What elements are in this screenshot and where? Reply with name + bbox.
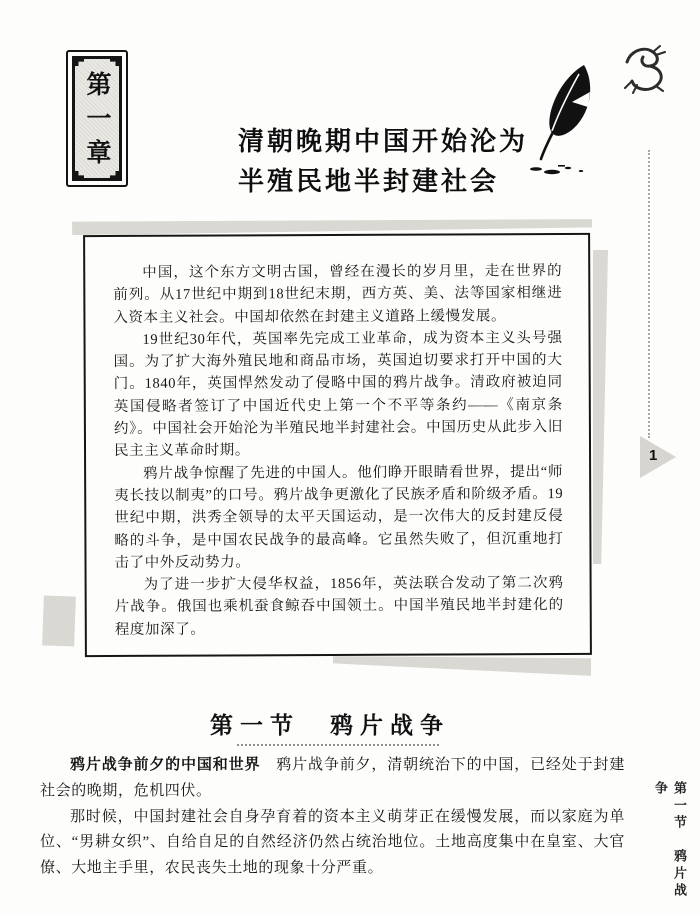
chapter-title-line1: 清朝晚期中国开始沦为 <box>238 126 529 156</box>
intro-paragraph: 19世纪30年代，英国率先完成工业革命，成为资本主义头号强国。为了扩大海外殖民地和商品市场，英国迫切要求打开中国的大门。1840年，英国悍然发动了侵略中国的鸦片战争。清政府被迫同英国侵略者签订了中国近代史上第一个不平等条约——《南京条约》。中国社会开始沦为半殖民地半封建社会。中国历史从此步入旧民主主义革命时期。 <box>113 329 563 460</box>
intro-paragraph: 为了进一步扩大侵华权益，1856年，英法联合发动了第二次鸦片战争。俄国也乘机蚕食鲸吞中国领土。中国半殖民地半封建化的程度加深了。 <box>114 575 564 638</box>
page-number: 1 <box>649 447 658 464</box>
chapter-title <box>238 121 548 201</box>
section-body <box>40 752 625 882</box>
chapter-number-label: 第一章 <box>83 70 111 173</box>
paragraph-lead: 鸦片战争前夕的中国和世界 <box>70 756 261 773</box>
shadow-strip-right <box>593 250 608 564</box>
section-heading-underline <box>237 744 439 746</box>
intro-paragraph: 中国，这个东方文明古国，曾经在漫长的岁月里，走在世界的前列。从17世纪中期到18世纪末期，西方英、美、法等国家相继进入资本主义社会。中国却依然在封建主义道路上缓慢发展。 <box>113 263 563 326</box>
section-heading: 第一节 鸦片战争 <box>210 712 450 738</box>
quill-pen-icon <box>527 62 601 184</box>
chapter-intro-box <box>83 233 592 657</box>
paragraph-text: 鸦片战争前夕，清朝统治下的中国，已经处于封建社会的晚期，危机四伏。 <box>40 757 625 799</box>
shadow-strip-top <box>72 214 592 235</box>
intro-paragraph: 鸦片战争惊醒了先进的中国人。他们睁开眼睛看世界，提出“师夷长技以制夷”的口号。鸦片战争更激化了民族矛盾和阶级矛盾。19世纪中期，洪秀全领导的太平天国运动，是一次伟大的反封建反侵略的斗争，是中国农民战争的最高峰。它虽然失败了，但沉重地打击了中外反动势力。 <box>114 463 564 571</box>
shadow-patch-left <box>42 595 76 646</box>
body-paragraph: 那时候，中国封建社会自身孕育着的资本主义萌芽正在缓慢发展，而以家庭为单位、“男耕女织”、自给自足的自然经济仍然占统治地位。土地高度集中在皇室、大官僚、大地主手里，农民丧失土地的现象十分严重。 <box>40 808 625 877</box>
chapter-plate-frame <box>72 56 122 181</box>
dragon-ornament-icon <box>619 44 669 98</box>
shadow-strip-bottom <box>333 655 591 677</box>
margin-dotted-rule <box>648 150 650 438</box>
chapter-title-line2: 半殖民地半封建社会 <box>238 166 500 196</box>
margin-section-label: 第一节 鸦片战争 <box>653 781 687 900</box>
body-paragraph <box>40 752 625 805</box>
chapter-plate <box>66 50 128 187</box>
page-number-marker <box>640 436 676 478</box>
